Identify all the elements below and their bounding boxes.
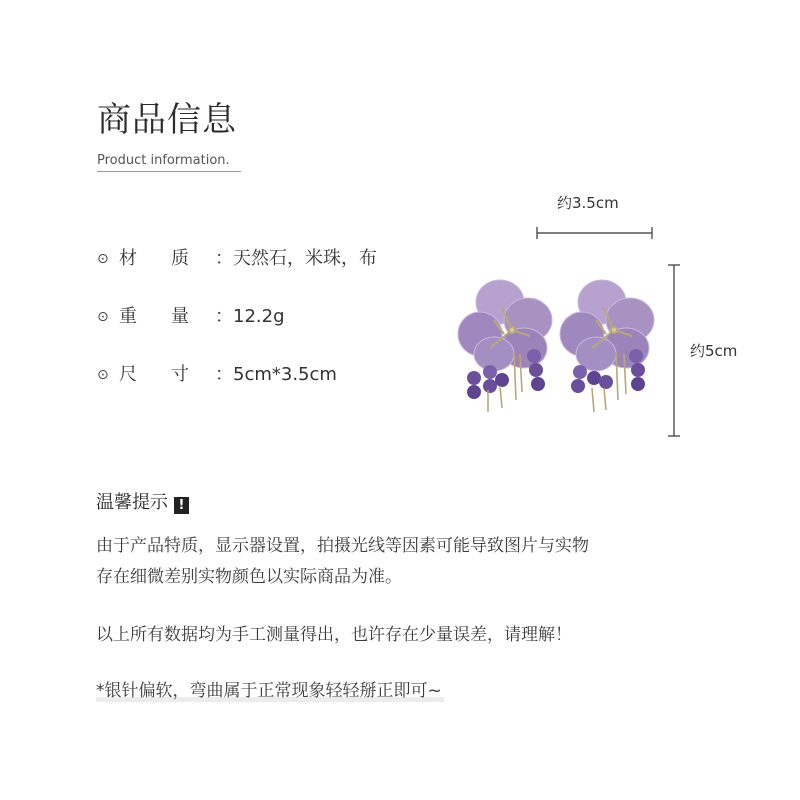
spec-key-first: 材	[119, 248, 137, 269]
notice-line: 由于产品特质，显示器设置，拍摄光线等因素可能导致图片与实物	[96, 536, 589, 556]
bullet-icon: ⊙	[97, 309, 109, 325]
spec-value: ：5cm*3.5cm	[215, 364, 337, 385]
spec-key-second: 质	[171, 248, 189, 269]
earring-right-image	[560, 280, 654, 412]
page-title: 商品信息	[97, 100, 237, 140]
notice-line: 存在细微差别实物颜色以实际商品为准。	[96, 567, 402, 587]
measurement-notice: 以上所有数据均为手工测量得出，也许存在少量误差，请理解！	[96, 625, 572, 645]
width-dimension-line	[537, 227, 652, 239]
notice-heading	[96, 490, 189, 516]
height-dimension-label: 约5cm	[690, 342, 738, 360]
bullet-icon: ⊙	[97, 251, 109, 267]
bullet-icon: ⊙	[97, 367, 109, 383]
notice-heading-text: 温馨提示	[96, 492, 168, 513]
page-subtitle: Product information.	[97, 153, 230, 168]
spec-key-first: 尺	[119, 364, 137, 385]
spec-key-second: 寸	[171, 364, 189, 385]
height-dimension-line	[668, 265, 680, 436]
needle-note: *银针偏软，弯曲属于正常现象轻轻掰正即可~	[96, 681, 442, 701]
width-dimension-label: 约3.5cm	[557, 194, 619, 212]
spec-key-second: 量	[171, 306, 189, 327]
spec-value: ：天然石，米珠，布	[215, 248, 377, 269]
spec-value: ：12.2g	[215, 306, 285, 327]
spec-key-first: 重	[119, 306, 137, 327]
notice-paragraph	[96, 531, 589, 593]
earring-left-image	[458, 280, 552, 412]
exclamation-icon: !	[174, 497, 189, 514]
